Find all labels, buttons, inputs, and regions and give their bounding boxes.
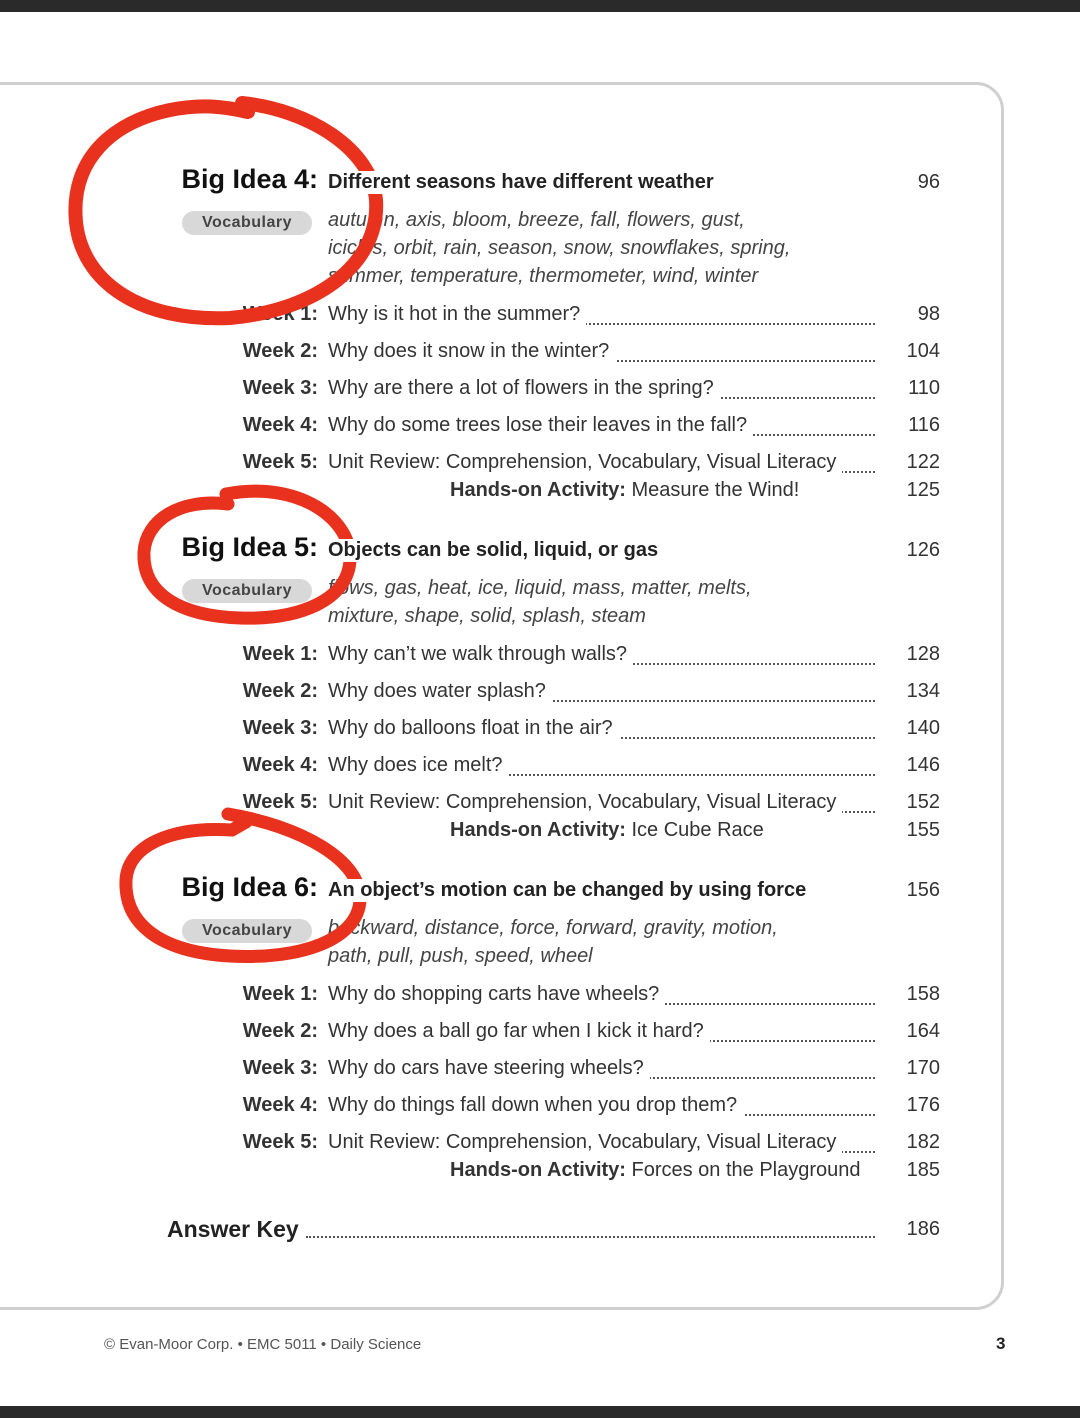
week-title: Why do some trees lose their leaves in the fall? xyxy=(328,414,753,437)
week-label: Week 2: xyxy=(242,1020,318,1042)
week-page: 128 xyxy=(876,643,940,666)
week-label: Week 3: xyxy=(242,1057,318,1079)
week-page: 98 xyxy=(876,303,940,326)
big-idea-title: An object’s motion can be changed by using force xyxy=(328,879,812,902)
bottom-dark-bar xyxy=(0,1406,1080,1418)
vocabulary-line: backward, distance, force, forward, gravity, motion, xyxy=(328,917,778,939)
week-label: Week 1: xyxy=(242,303,318,325)
week-page: 152 xyxy=(876,791,940,814)
week-title: Why do shopping carts have wheels? xyxy=(328,983,665,1006)
week-title: Unit Review: Comprehension, Vocabulary, Visual Literacy xyxy=(328,451,842,474)
week-page: 146 xyxy=(876,754,940,777)
week-title: Why does water splash? xyxy=(328,680,552,703)
week-page: 164 xyxy=(876,1020,940,1043)
week-label: Week 1: xyxy=(242,643,318,665)
week-label: Week 5: xyxy=(242,451,318,473)
top-dark-bar xyxy=(0,0,1080,12)
week-page: 170 xyxy=(876,1057,940,1080)
vocabulary-badge: Vocabulary xyxy=(182,919,312,943)
week-page: 116 xyxy=(876,414,940,437)
big-idea-label: Big Idea 4: xyxy=(181,164,318,194)
hands-on-title: Measure the Wind! xyxy=(631,479,800,501)
week-title: Unit Review: Comprehension, Vocabulary, Visual Literacy xyxy=(328,1131,842,1154)
week-page: 134 xyxy=(876,680,940,703)
vocabulary-badge: Vocabulary xyxy=(182,579,312,603)
big-idea-label: Big Idea 6: xyxy=(181,872,318,902)
vocabulary-line: autumn, axis, bloom, breeze, fall, flowers, gust, xyxy=(328,209,745,231)
week-title: Why is it hot in the summer? xyxy=(328,303,586,326)
hands-on-title: Forces on the Playground xyxy=(631,1159,861,1181)
week-label: Week 4: xyxy=(242,754,318,776)
vocabulary-line: summer, temperature, thermometer, wind, winter xyxy=(328,265,759,287)
hands-on-activity xyxy=(450,1159,867,1182)
week-title: Why do balloons float in the air? xyxy=(328,717,619,740)
week-page: 122 xyxy=(876,451,940,474)
vocabulary-line: path, pull, push, speed, wheel xyxy=(328,945,593,967)
week-title: Why does it snow in the winter? xyxy=(328,340,615,363)
week-label: Week 1: xyxy=(242,983,318,1005)
footer-copyright: © Evan-Moor Corp. • EMC 5011 • Daily Science xyxy=(104,1336,422,1353)
big-idea-title: Objects can be solid, liquid, or gas xyxy=(328,539,664,562)
hands-on-title: Ice Cube Race xyxy=(631,819,764,841)
hands-on-label: Hands-on Activity: xyxy=(450,1159,626,1181)
big-idea-page: 126 xyxy=(876,539,940,562)
hands-on-label: Hands-on Activity: xyxy=(450,479,626,501)
hands-on-label: Hands-on Activity: xyxy=(450,819,626,841)
vocabulary-line: flows, gas, heat, ice, liquid, mass, matter, melts, xyxy=(328,577,752,599)
big-idea-title: Different seasons have different weather xyxy=(328,171,720,194)
week-label: Week 5: xyxy=(242,1131,318,1153)
footer-page-number: 3 xyxy=(996,1334,1006,1353)
week-page: 158 xyxy=(876,983,940,1006)
hands-on-page: 185 xyxy=(876,1159,940,1182)
week-label: Week 4: xyxy=(242,414,318,436)
week-label: Week 5: xyxy=(242,791,318,813)
week-label: Week 3: xyxy=(242,717,318,739)
week-title: Why do cars have steering wheels? xyxy=(328,1057,650,1080)
week-label: Week 4: xyxy=(242,1094,318,1116)
big-idea-page: 96 xyxy=(876,171,940,194)
answer-key-leader xyxy=(306,1236,894,1238)
big-idea-label: Big Idea 5: xyxy=(181,532,318,562)
week-title: Why do things fall down when you drop them? xyxy=(328,1094,743,1117)
week-label: Week 2: xyxy=(242,680,318,702)
vocabulary-badge: Vocabulary xyxy=(182,211,312,235)
week-title: Why does ice melt? xyxy=(328,754,509,777)
week-page: 176 xyxy=(876,1094,940,1117)
week-title: Why does a ball go far when I kick it hard? xyxy=(328,1020,710,1043)
answer-key-label: Answer Key xyxy=(167,1216,305,1243)
hands-on-activity xyxy=(450,479,805,502)
week-label: Week 3: xyxy=(242,377,318,399)
week-title: Unit Review: Comprehension, Vocabulary, Visual Literacy xyxy=(328,791,842,814)
week-page: 140 xyxy=(876,717,940,740)
vocabulary-line: icicles, orbit, rain, season, snow, snowflakes, spring, xyxy=(328,237,791,259)
week-title: Why are there a lot of flowers in the spring? xyxy=(328,377,720,400)
week-page: 182 xyxy=(876,1131,940,1154)
week-page: 110 xyxy=(876,377,940,400)
vocabulary-line: mixture, shape, solid, splash, steam xyxy=(328,605,646,627)
hands-on-page: 125 xyxy=(876,479,940,502)
week-label: Week 2: xyxy=(242,340,318,362)
week-page: 104 xyxy=(876,340,940,363)
hands-on-activity xyxy=(450,819,770,842)
answer-key-page: 186 xyxy=(876,1218,940,1241)
week-title: Why can’t we walk through walls? xyxy=(328,643,633,666)
hands-on-page: 155 xyxy=(876,819,940,842)
big-idea-page: 156 xyxy=(876,879,940,902)
